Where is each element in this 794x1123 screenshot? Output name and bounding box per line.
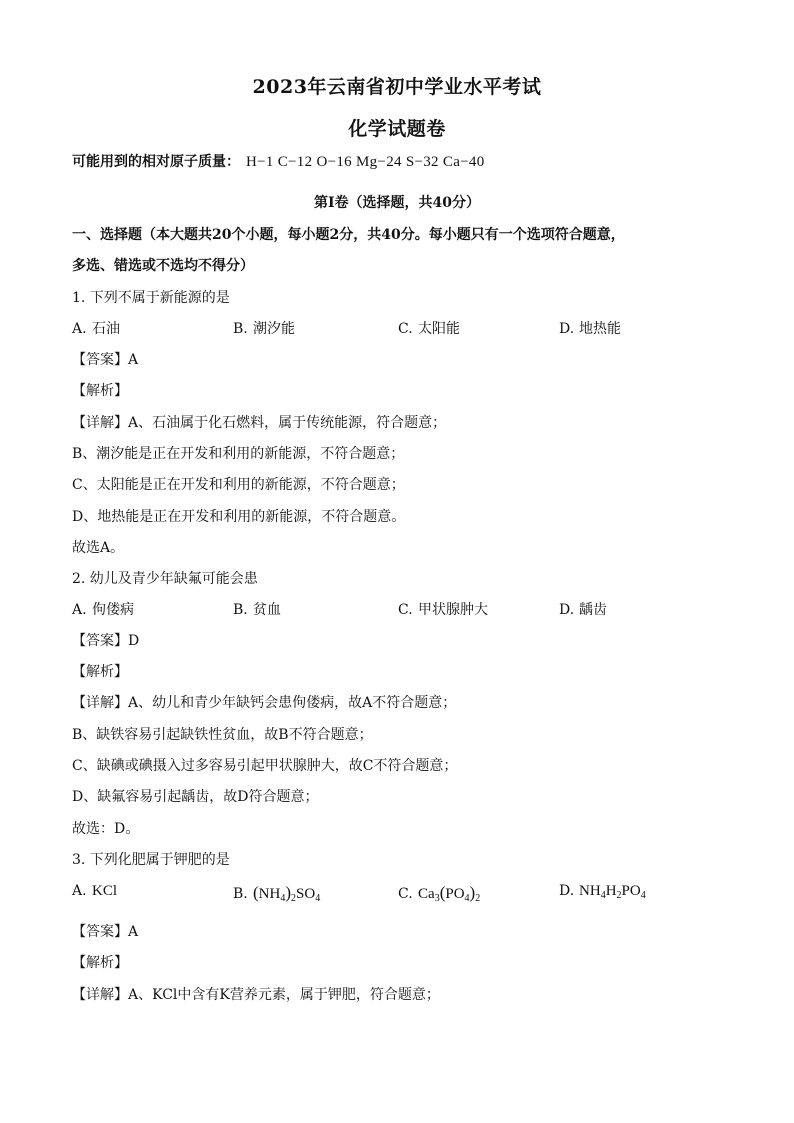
q1-detail-line: D、地热能是正在开发和利用的新能源，不符合题意。 xyxy=(72,509,406,525)
q3-answer: 【答案】A xyxy=(72,924,139,940)
formula: $(NH_4)_2SO_4$ xyxy=(253,883,321,904)
formula: $NH_4H_2PO_4$ xyxy=(579,883,646,901)
q2-stem: 2. 幼儿及青少年缺氟可能会患 xyxy=(72,571,258,587)
q3-detail-line: 【详解】A、KCl中含有K营养元素，属于钾肥，符合题意； xyxy=(72,987,440,1003)
masses-values: H−1 C−12 O−16 Mg−24 S−32 Ca−40 xyxy=(246,154,485,170)
relative-atomic-masses xyxy=(72,151,485,171)
q2-option-b: B. 贫血 xyxy=(233,602,281,618)
section-heading-line1: 一、选择题（本大题共20个小题，每小题2分，共40分。每小题只有一个选项符合题意， xyxy=(72,227,625,243)
q2-detail-line: 【详解】A、幼儿和青少年缺钙会患佝偻病，故A不符合题意； xyxy=(72,695,457,711)
q1-answer: 【答案】A xyxy=(72,352,139,368)
q3-option-d: D. $NH_4H_2PO_4$ xyxy=(559,883,646,901)
q1-detail-line: 【详解】A、石油属于化石燃料，属于传统能源，符合题意； xyxy=(72,415,447,431)
exam-title: 2023年云南省初中学业水平考试 xyxy=(252,76,542,98)
q2-option-c: C. 甲状腺肿大 xyxy=(398,602,488,618)
part1-heading: 第Ⅰ卷（选择题，共40分） xyxy=(313,195,481,211)
formula: KCl xyxy=(92,883,118,899)
q3-option-b: B. $(NH_4)_2SO_4$ xyxy=(233,883,321,904)
q3-option-a: A. KCl xyxy=(72,883,118,899)
q2-detail-line: B、缺铁容易引起缺铁性贫血，故B不符合题意； xyxy=(72,727,373,743)
q2-conclusion: 故选：D。 xyxy=(72,821,140,837)
q1-detail-line: C、太阳能是正在开发和利用的新能源，不符合题意； xyxy=(72,477,405,493)
q1-option-d: D. 地热能 xyxy=(559,321,621,337)
q1-option-b: B. 潮汐能 xyxy=(233,321,295,337)
q2-option-a: A. 佝偻病 xyxy=(72,602,134,618)
exam-subtitle: 化学试题卷 xyxy=(348,118,446,140)
q2-detail-line: D、缺氟容易引起龋齿，故D符合题意； xyxy=(72,789,319,805)
q3-analysis-label: 【解析】 xyxy=(72,955,128,971)
formula: $Ca_3(PO_4)_2$ xyxy=(418,883,481,904)
q3-option-c: C. $Ca_3(PO_4)_2$ xyxy=(398,883,481,904)
masses-label: 可能用到的相对原子质量： xyxy=(72,154,240,170)
q1-detail-line: B、潮汐能是正在开发和利用的新能源，不符合题意； xyxy=(72,446,405,462)
section-heading-line2: 多选、错选或不选均不得分） xyxy=(72,258,254,274)
q1-stem: 1. 下列不属于新能源的是 xyxy=(72,290,230,306)
q2-answer: 【答案】D xyxy=(72,633,140,649)
q2-analysis-label: 【解析】 xyxy=(72,664,128,680)
q1-option-a: A. 石油 xyxy=(72,321,120,337)
q3-stem: 3. 下列化肥属于钾肥的是 xyxy=(72,852,230,868)
q2-detail-line: C、缺碘或碘摄入过多容易引起甲状腺肿大，故C不符合题意； xyxy=(72,758,458,774)
q1-analysis-label: 【解析】 xyxy=(72,383,128,399)
q1-option-c: C. 太阳能 xyxy=(398,321,460,337)
q1-conclusion: 故选A。 xyxy=(72,540,125,556)
q2-option-d: D. 龋齿 xyxy=(559,602,607,618)
